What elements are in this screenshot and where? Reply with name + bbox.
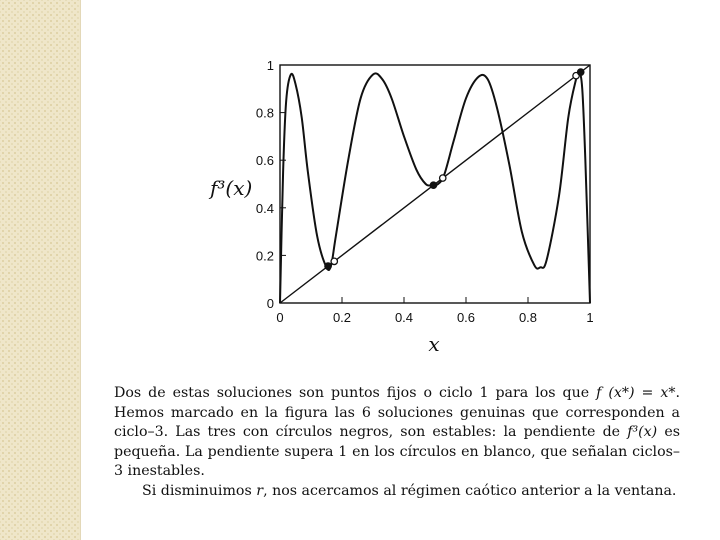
caption-text: es pequeña. La pendiente supera 1 en los círculos en blanco, que señalan ciclos–3 inestables.	[114, 424, 681, 479]
x-tick-label: 0.6	[456, 310, 476, 325]
caption-math: f (x*) = x*	[596, 385, 676, 401]
cubic-map-chart	[170, 50, 610, 360]
caption-text: . Hemos marcado en la figura las 6 soluciones genuinas que corresponden a ciclo–3. Las tres con círculos negros, son estables: la pendiente de	[114, 385, 680, 440]
y-tick-label: 0.8	[255, 105, 274, 121]
y-axis-label: f³(x)	[210, 176, 253, 200]
y-tick-label: 0.6	[255, 153, 274, 169]
stable-point-marker	[430, 182, 436, 188]
caption-paragraph-2	[114, 482, 680, 502]
caption-text: , nos acercamos al régimen caótico anterior a la ventana.	[263, 482, 677, 499]
caption-math: f³(x)	[627, 424, 658, 440]
x-tick-labels	[276, 297, 593, 325]
y-tick-label: 0.2	[255, 248, 274, 264]
x-tick-label: 0.4	[394, 310, 414, 325]
unstable-point-marker	[331, 258, 337, 264]
stable-point-marker	[578, 69, 584, 75]
x-tick-label: 1	[586, 310, 594, 325]
caption-text: Dos de estas soluciones son puntos fijos o ciclo 1 para los que	[114, 385, 597, 401]
unstable-point-marker	[440, 175, 446, 181]
caption-math: r	[256, 482, 264, 499]
stable-point-marker	[325, 263, 331, 269]
x-tick-label: 0.8	[518, 310, 538, 325]
x-tick-label: 0	[276, 310, 284, 325]
caption-text: Si disminuimos	[142, 482, 257, 499]
x-axis-label: x	[428, 332, 440, 356]
figure-caption	[114, 384, 680, 501]
caption-paragraph-1	[114, 384, 680, 482]
y-tick-label: 0.4	[255, 200, 274, 216]
x-tick-label: 0.2	[332, 310, 352, 325]
y-tick-label: 0	[266, 296, 274, 311]
decorative-side-strip	[0, 0, 81, 540]
y-tick-label: 1	[266, 58, 274, 73]
